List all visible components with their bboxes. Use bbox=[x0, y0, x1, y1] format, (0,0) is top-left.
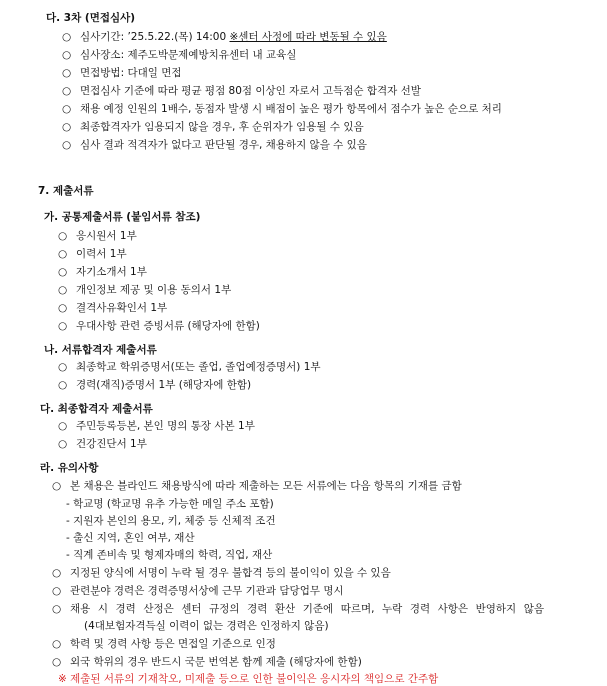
circle-bullet-icon: ○ bbox=[58, 438, 68, 450]
circle-bullet-icon: ○ bbox=[58, 284, 68, 296]
list-item: ○ 심사기간: ’25.5.22.(목) 14:00 ※센터 사정에 따라 변동될 수 있음 bbox=[62, 31, 387, 43]
list-item: ○ 건강진단서 1부 bbox=[58, 438, 147, 450]
list-item: ○ 최종학교 학위증명서(또는 졸업, 졸업예정증명서) 1부 bbox=[58, 361, 321, 373]
list-item: ○ 채용 시 경력 산정은 센터 규정의 경력 환산 기준에 따르며, 누락 경력 사항은 반영하지 않음 bbox=[52, 603, 545, 615]
list-item: ○ 본 채용은 블라인드 채용방식에 따라 제출하는 모든 서류에는 다음 항목의 기재를 금함 bbox=[52, 480, 462, 492]
circle-bullet-icon: ○ bbox=[62, 85, 72, 97]
circle-bullet-icon: ○ bbox=[52, 585, 62, 597]
circle-bullet-icon: ○ bbox=[62, 67, 72, 79]
subsection-heading-notes: 라. 유의사항 bbox=[40, 462, 99, 474]
list-item: ○ 자기소개서 1부 bbox=[58, 266, 147, 278]
subsection-heading-document-passers: 나. 서류합격자 제출서류 bbox=[44, 344, 157, 356]
circle-bullet-icon: ○ bbox=[52, 567, 62, 579]
circle-bullet-icon: ○ bbox=[58, 320, 68, 332]
circle-bullet-icon: ○ bbox=[52, 656, 62, 668]
list-item: ○ 관련분야 경력은 경력증명서상에 근무 기관과 담당업무 명시 bbox=[52, 585, 344, 597]
circle-bullet-icon: ○ bbox=[62, 31, 72, 43]
circle-bullet-icon: ○ bbox=[58, 361, 68, 373]
dash-item: - 출신 지역, 혼인 여부, 재산 bbox=[66, 532, 195, 544]
list-item: ○ 개인정보 제공 및 이용 동의서 1부 bbox=[58, 284, 232, 296]
circle-bullet-icon: ○ bbox=[62, 139, 72, 151]
list-item: ○ 학력 및 경력 사항 등은 면접일 기준으로 인정 bbox=[52, 638, 276, 650]
list-item: ○ 최종합격자가 임용되지 않을 경우, 후 순위자가 임용될 수 있음 bbox=[62, 121, 364, 133]
list-item: ○ 우대사항 관련 증빙서류 (해당자에 한함) bbox=[58, 320, 260, 332]
subsection-heading-final-passers: 다. 최종합격자 제출서류 bbox=[40, 403, 153, 415]
dash-item: - 지원자 본인의 용모, 키, 체중 등 신체적 조건 bbox=[66, 515, 276, 527]
list-item: ○ 심사 결과 적격자가 없다고 판단될 경우, 채용하지 않을 수 있음 bbox=[62, 139, 367, 151]
dash-item: - 학교명 (학교명 유추 가능한 메일 주소 포함) bbox=[66, 498, 274, 510]
list-item: ○ 결격사유확인서 1부 bbox=[58, 302, 168, 314]
list-item: ○ 이력서 1부 bbox=[58, 248, 127, 260]
circle-bullet-icon: ○ bbox=[58, 230, 68, 242]
circle-bullet-icon: ○ bbox=[62, 103, 72, 115]
subsection-heading-common: 가. 공통제출서류 (붙임서류 참조) bbox=[44, 211, 201, 223]
list-item: ○ 응시원서 1부 bbox=[58, 230, 137, 242]
circle-bullet-icon: ○ bbox=[52, 603, 62, 615]
circle-bullet-icon: ○ bbox=[52, 638, 62, 650]
list-item: ○ 경력(재직)증명서 1부 (해당자에 한함) bbox=[58, 379, 252, 391]
list-item: ○ 주민등록등본, 본인 명의 통장 사본 1부 bbox=[58, 420, 255, 432]
circle-bullet-icon: ○ bbox=[52, 480, 62, 492]
responsibility-note: ※ 제출된 서류의 기재착오, 미제출 등으로 인한 불이익은 응시자의 책임으로 간주함 bbox=[58, 673, 439, 685]
list-item: ○ 지정된 양식에 서명이 누락 될 경우 불합격 등의 불이익이 있을 수 있음 bbox=[52, 567, 391, 579]
circle-bullet-icon: ○ bbox=[58, 420, 68, 432]
list-item: ○ 면접방법: 다대일 면접 bbox=[62, 67, 182, 79]
list-item: ○ 면접심사 기준에 따라 평균 평점 80점 이상인 자로서 고득점순 합격자 선발 bbox=[62, 85, 421, 97]
section-heading-documents: 7. 제출서류 bbox=[38, 185, 94, 197]
dash-item: - 직계 존비속 및 형제자매의 학력, 직업, 재산 bbox=[66, 549, 273, 561]
circle-bullet-icon: ○ bbox=[58, 302, 68, 314]
circle-bullet-icon: ○ bbox=[62, 121, 72, 133]
circle-bullet-icon: ○ bbox=[58, 248, 68, 260]
list-item: ○ 외국 학위의 경우 반드시 국문 번역본 함께 제출 (해당자에 한함) bbox=[52, 656, 362, 668]
list-item: ○ 심사장소: 제주도박문제예방치유센터 내 교육실 bbox=[62, 49, 297, 61]
circle-bullet-icon: ○ bbox=[58, 379, 68, 391]
schedule-change-note: ※센터 사정에 따라 변동될 수 있음 bbox=[229, 31, 387, 43]
list-item-continuation: (4대보험자격득실 이력이 없는 경력은 인정하지 않음) bbox=[84, 620, 329, 632]
circle-bullet-icon: ○ bbox=[62, 49, 72, 61]
circle-bullet-icon: ○ bbox=[58, 266, 68, 278]
section-heading-interview: 다. 3차 (면접심사) bbox=[46, 12, 136, 24]
list-item: ○ 채용 예정 인원의 1배수, 동점자 발생 시 배점이 높은 평가 항목에서 점수가 높은 순으로 처리 bbox=[62, 103, 502, 115]
